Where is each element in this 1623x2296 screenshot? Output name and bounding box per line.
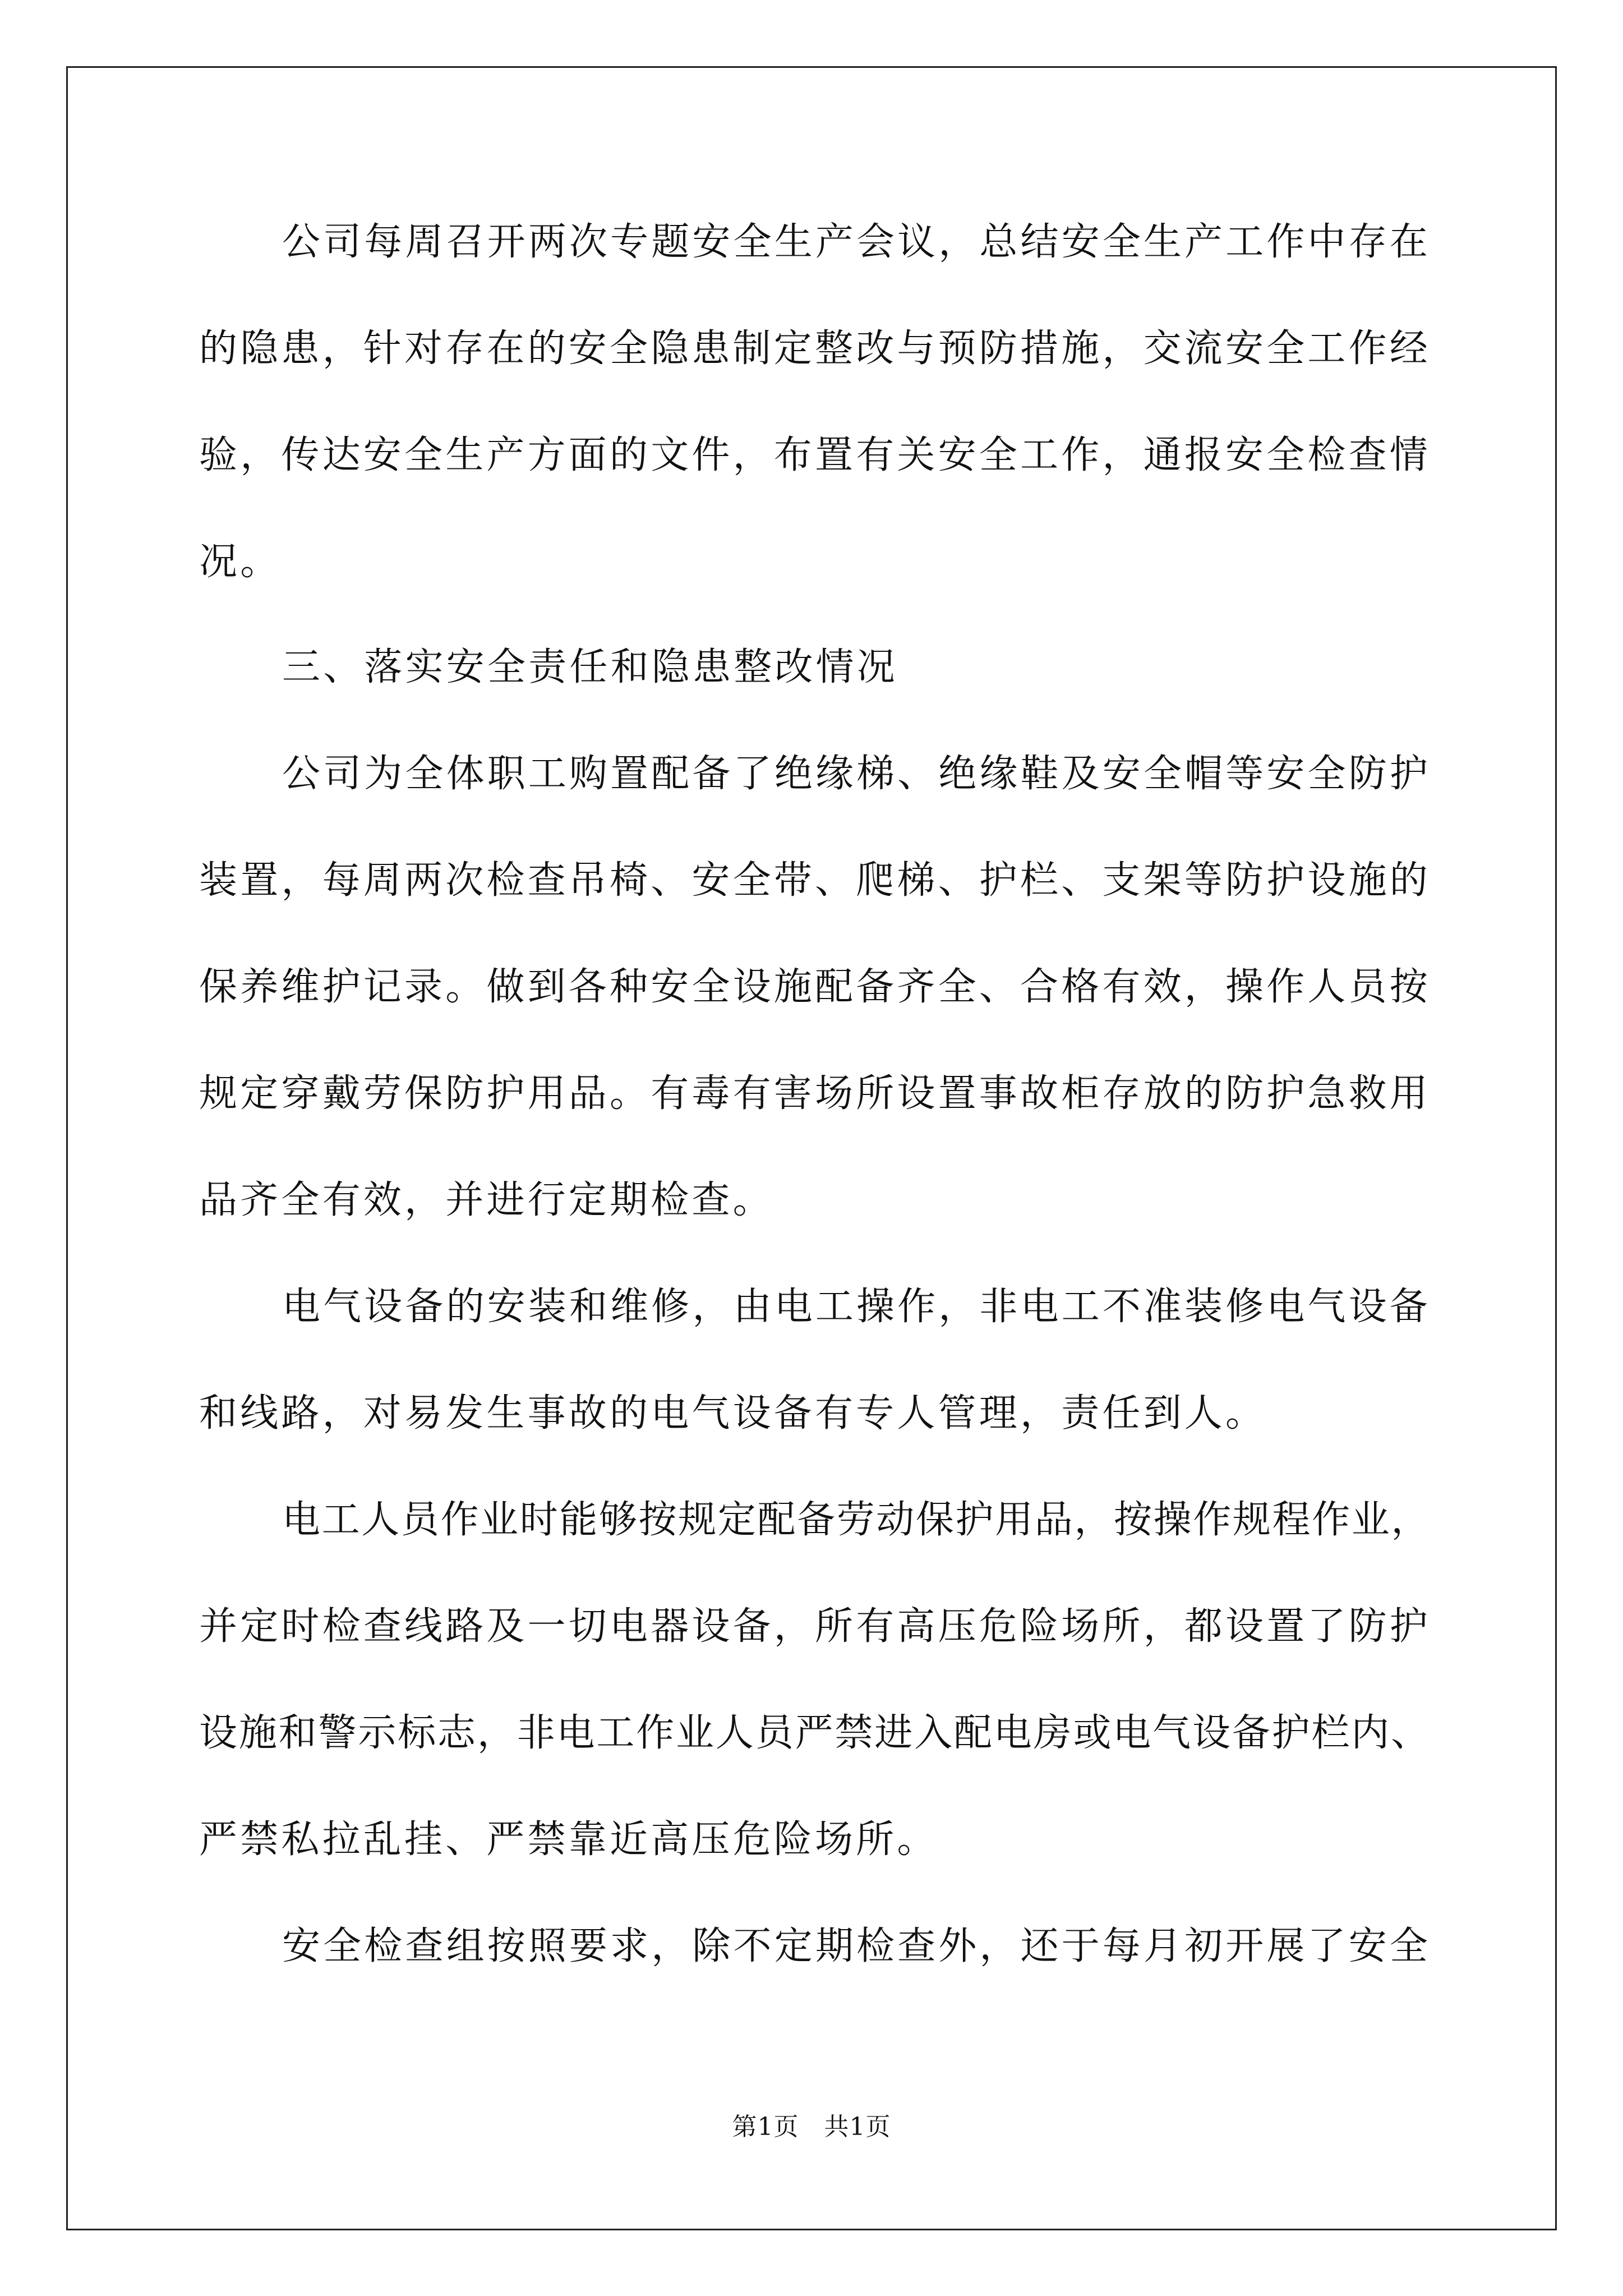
- text-line: 的隐患，针对存在的安全隐患制定整改与预防措施，交流安全工作经: [199, 326, 1431, 371]
- text-line: 验，传达安全生产方面的文件，布置有关安全工作，通报安全检查情: [199, 433, 1431, 477]
- text-line: 安全检查组按照要求，除不定期检查外，还于每月初开展了安全: [282, 1924, 1431, 1968]
- text-line: 保养维护记录。做到各种安全设施配备齐全、合格有效，操作人员按: [199, 965, 1431, 1009]
- text-line: 公司为全体职工购置配备了绝缘梯、绝缘鞋及安全帽等安全防护: [282, 752, 1431, 796]
- text-line: 况。: [199, 540, 282, 584]
- text-line: 设施和警示标志，非电工作业人员严禁进入配电房或电气设备护栏内、: [199, 1711, 1431, 1755]
- page-number-footer: 第1页 共1页: [732, 2113, 891, 2141]
- page-border: [66, 66, 1557, 2230]
- text-line: 和线路，对易发生事故的电气设备有专人管理，责任到人。: [199, 1391, 1267, 1435]
- text-line: 电气设备的安装和维修，由电工操作，非电工不准装修电气设备: [282, 1285, 1431, 1329]
- text-line: 规定穿戴劳保防护用品。有毒有害场所设置事故柜存放的防护急救用: [199, 1071, 1431, 1116]
- section-heading: 三、落实安全责任和隐患整改情况: [282, 645, 898, 689]
- text-line: 严禁私拉乱挂、严禁靠近高压危险场所。: [199, 1818, 938, 1862]
- text-line: 电工人员作业时能够按规定配备劳动保护用品，按操作规程作业，: [282, 1498, 1431, 1542]
- text-line: 装置，每周两次检查吊椅、安全带、爬梯、护栏、支架等防护设施的: [199, 858, 1431, 903]
- text-line: 品齐全有效，并进行定期检查。: [199, 1178, 774, 1222]
- text-line: 并定时检查线路及一切电器设备，所有高压危险场所，都设置了防护: [199, 1604, 1431, 1649]
- text-line: 公司每周召开两次专题安全生产会议，总结安全生产工作中存在: [282, 220, 1431, 264]
